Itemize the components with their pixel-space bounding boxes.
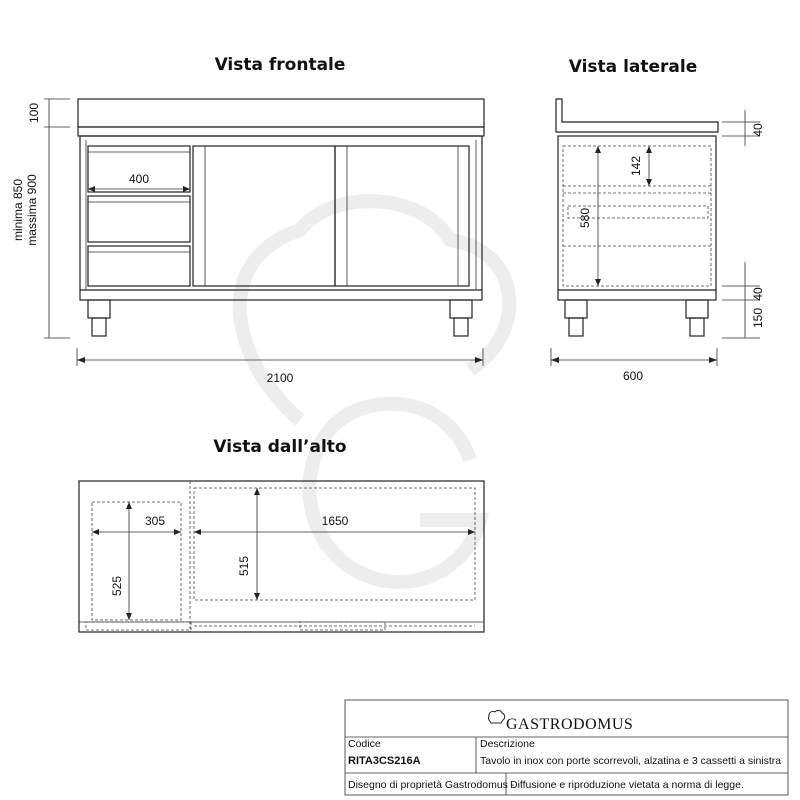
front-drawer-dim: 400 bbox=[128, 172, 150, 186]
front-width-dim: 2100 bbox=[266, 371, 294, 385]
chef-hat-icon bbox=[488, 710, 504, 723]
side-bottom-dim: 40 bbox=[751, 287, 765, 301]
side-legs-dim: 150 bbox=[751, 307, 765, 329]
side-shelf-dim: 142 bbox=[629, 155, 643, 177]
footer-left-text: Disegno di proprietà Gastrodomus - bbox=[348, 779, 515, 791]
top-drawer-width-dim: 305 bbox=[144, 514, 166, 528]
top-drawer-depth-dim: 525 bbox=[110, 575, 124, 597]
front-max-height-dim: massima 900 bbox=[25, 174, 39, 246]
side-dimensions bbox=[551, 110, 760, 366]
side-inner-dim: 580 bbox=[578, 207, 592, 229]
top-view bbox=[79, 481, 484, 632]
top-cabinet-width-dim: 1650 bbox=[321, 514, 349, 528]
description-value: Tavolo in inox con porte scorrevoli, alzatina e 3 cassetti a sinistra bbox=[480, 755, 782, 767]
front-view-title: Vista frontale bbox=[214, 55, 346, 75]
brand-logo-text: GASTRODOMUS bbox=[506, 716, 634, 733]
front-dimensions bbox=[44, 99, 483, 366]
code-label: Codice bbox=[348, 738, 381, 750]
code-value: RITA3CS216A bbox=[348, 755, 421, 767]
description-label: Descrizione bbox=[480, 738, 535, 750]
top-view-title: Vista dall’alto bbox=[213, 437, 347, 457]
top-cabinet-depth-dim: 515 bbox=[237, 555, 251, 577]
side-top-dim: 40 bbox=[751, 123, 765, 137]
front-min-height-dim: minima 850 bbox=[11, 178, 25, 242]
side-view-title: Vista laterale bbox=[568, 57, 698, 77]
side-width-dim: 600 bbox=[622, 369, 644, 383]
front-upstand-dim: 100 bbox=[27, 102, 41, 124]
footer-right-text: Diffusione e riproduzione vietata a norma di legge. bbox=[510, 779, 744, 791]
